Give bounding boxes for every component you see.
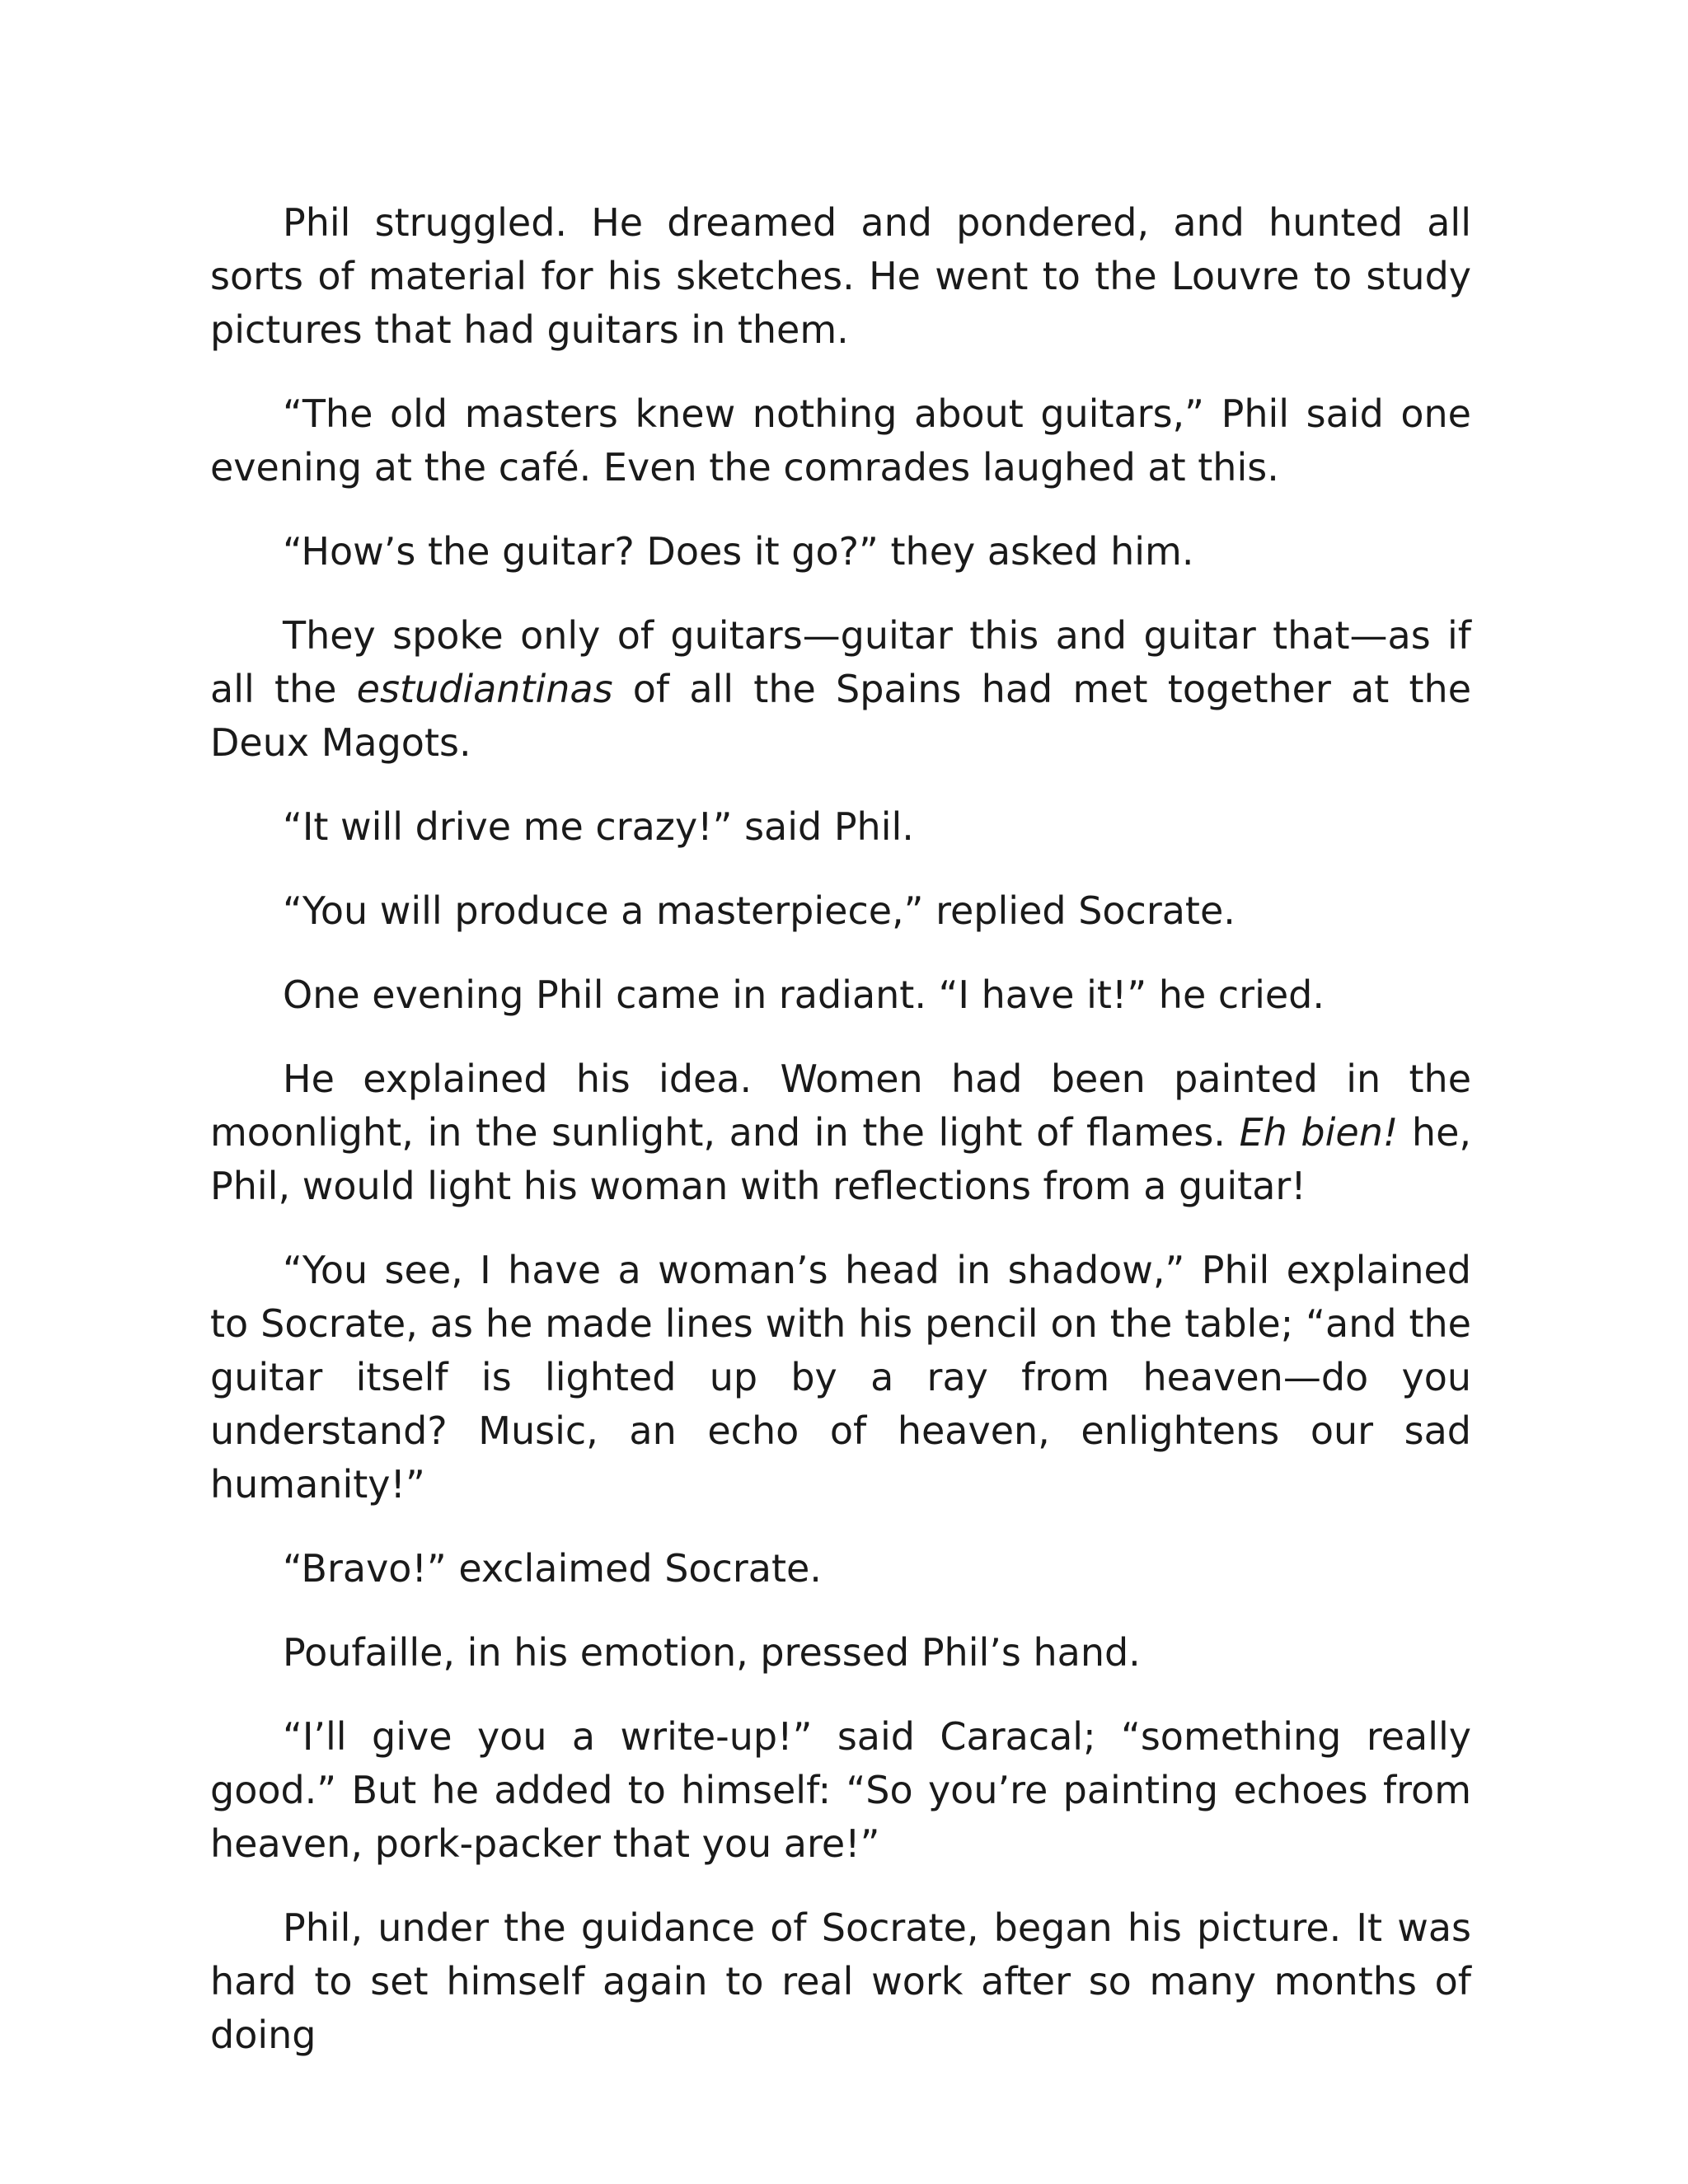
- italic-text-run: Eh bien!: [1239, 1110, 1399, 1155]
- paragraph: [210, 968, 1471, 1022]
- text-run: They spoke only of guitars—guitar this and guitar that—as if all the: [210, 613, 1471, 711]
- paragraph: [210, 800, 1471, 854]
- text-run: Phil, under the guidance of Socrate, began his picture. It was hard to set himself again to real work after so many months of doing: [210, 1905, 1471, 2057]
- text-run: “I’ll give you a write-up!” said Caracal; “something really good.” But he added to himself: “So you’re painting echoes from heaven, pork-packer that you are!”: [210, 1714, 1471, 1866]
- text-run: of all the Spains had met together at the Deux Magots.: [210, 667, 1472, 765]
- text-run: “Bravo!” exclaimed Socrate.: [283, 1546, 822, 1591]
- paragraph: [210, 1901, 1471, 2062]
- paragraph: [210, 196, 1471, 357]
- text-run: He explained his idea. Women had been painted in the moonlight, in the sunlight, and in the light of flames.: [210, 1057, 1471, 1155]
- paragraph: [210, 609, 1471, 770]
- text-run: “You will produce a masterpiece,” replied Socrate.: [283, 888, 1236, 933]
- paragraph: [210, 884, 1471, 938]
- paragraph: [210, 525, 1471, 579]
- text-run: “You see, I have a woman’s head in shadow,” Phil explained to Socrate, as he made lines with his pencil on the table; “and the guitar itself is lighted up by a ray from heaven—do you understand? Music, an echo of heaven, enlightens our sad humanity!”: [210, 1248, 1471, 1507]
- text-run: Phil struggled. He dreamed and pondered, and hunted all sorts of material for his sketches. He went to the Louvre to study pictures that had guitars in them.: [210, 200, 1471, 352]
- paragraph: [210, 1710, 1471, 1871]
- text-run: he, Phil, would light his woman with reflections from a guitar!: [210, 1110, 1472, 1208]
- paragraph: [210, 1052, 1471, 1213]
- text-run: “The old masters knew nothing about guitars,” Phil said one evening at the café. Even the comrades laughed at this.: [210, 391, 1471, 490]
- text-run: “It will drive me crazy!” said Phil.: [283, 804, 914, 849]
- paragraph: [210, 1626, 1471, 1680]
- text-run: Poufaille, in his emotion, pressed Phil’s hand.: [283, 1630, 1141, 1675]
- paragraph: [210, 1244, 1471, 1511]
- paragraph: [210, 387, 1471, 494]
- document-page: [210, 196, 1471, 2093]
- italic-text-run: estudiantinas: [356, 667, 613, 711]
- text-run: One evening Phil came in radiant. “I have it!” he cried.: [283, 972, 1325, 1017]
- paragraph: [210, 1542, 1471, 1596]
- text-run: “How’s the guitar? Does it go?” they asked him.: [283, 529, 1194, 574]
